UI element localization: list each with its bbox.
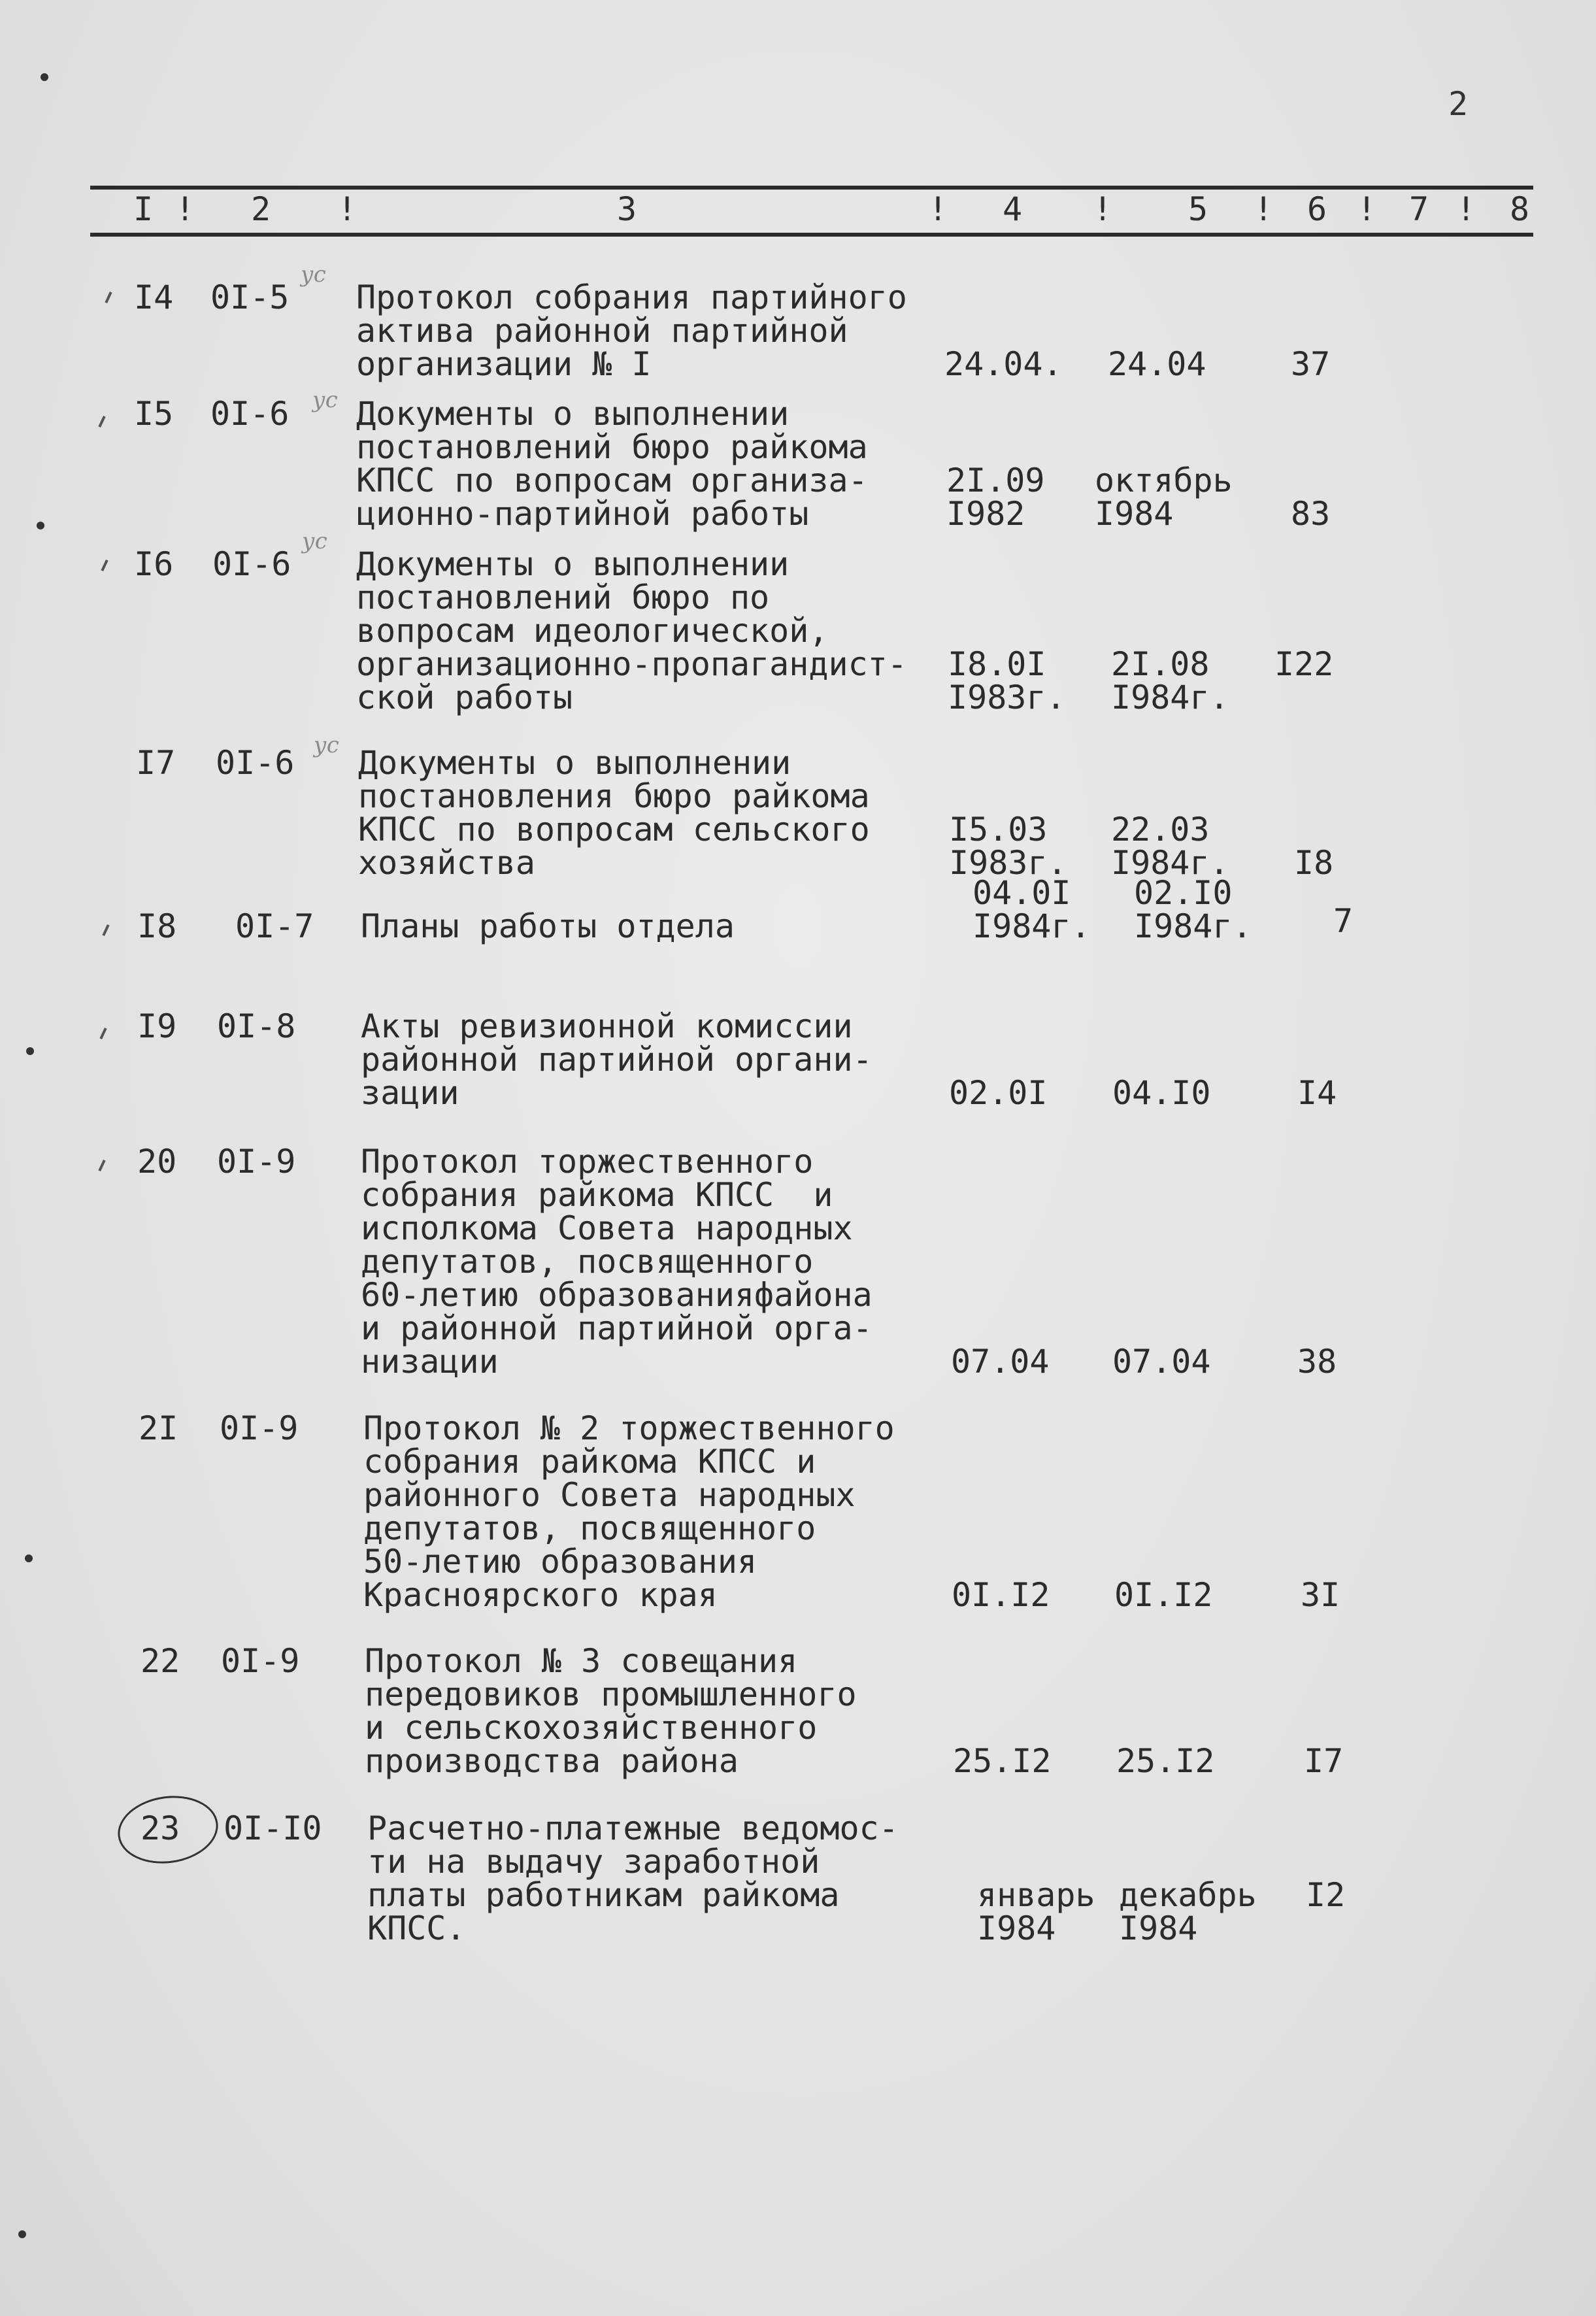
row-end-date: 2I.08: [1111, 645, 1210, 683]
row-title-line: КПСС.: [367, 1909, 466, 1947]
handwritten-mark: ус: [312, 387, 338, 413]
row-end-date: 04.I0: [1112, 1074, 1211, 1112]
row-number: 2I: [139, 1409, 178, 1447]
row-title-line: производства района: [365, 1742, 739, 1780]
row-title-line: районного Совета народных: [363, 1476, 856, 1514]
page-number: 2: [1448, 85, 1469, 123]
row-title-line: и районной партийной орга-: [361, 1309, 873, 1347]
row-title-line: Документы о выполнении: [356, 395, 790, 433]
row-sheet-count: 3I: [1301, 1576, 1340, 1614]
row-end-date: 22.03: [1111, 811, 1210, 848]
row-end-date: I984г.: [1134, 907, 1252, 945]
column-header-4: 4: [1003, 190, 1023, 228]
speck-mark: [105, 292, 112, 303]
row-number: I5: [134, 395, 174, 433]
row-sheet-count: 37: [1291, 345, 1331, 383]
handwritten-mark: ус: [302, 528, 327, 554]
row-title: [361, 1007, 873, 1112]
row-title-line: передовиков промышленного: [365, 1675, 857, 1713]
row-end-date: I984г.: [1111, 844, 1229, 882]
row-start-date: 24.04.: [944, 345, 1063, 383]
row-sheet-count: I8: [1294, 844, 1334, 882]
row-end-date: I984г.: [1111, 679, 1229, 716]
row-number: 22: [141, 1642, 180, 1680]
row-title-line: КПСС по вопросам организа-: [356, 462, 868, 499]
row-title-line: платы работникам райкома: [367, 1876, 840, 1914]
speck-mark: [101, 560, 108, 571]
row-end-date: декабрь: [1119, 1876, 1257, 1914]
row-title-line: и сельскохозяйственного: [365, 1709, 818, 1747]
row-title-line: исполкома Совета народных: [361, 1209, 853, 1247]
row-title-line: ционно-партийной работы: [356, 495, 809, 533]
row-title: [356, 278, 907, 383]
row-title-line: районной партийной органи-: [361, 1041, 873, 1079]
row-start-date: I984г.: [973, 907, 1091, 945]
row-title-line: актива районной партийной: [356, 312, 848, 350]
row-title-line: Документы о выполнении: [356, 545, 790, 583]
row-code: 0I-7: [235, 907, 314, 945]
row-title-line: зации: [361, 1074, 459, 1112]
row-title-line: вопросам идеологической,: [356, 612, 829, 650]
row-number: I4: [134, 278, 174, 316]
row-title-line: Акты ревизионной комиссии: [361, 1007, 853, 1045]
row-title-line: собрания райкома КПСС и: [361, 1176, 833, 1214]
row-title-line: 50-летию образования: [363, 1543, 757, 1581]
column-header-6: 6: [1307, 190, 1327, 228]
row-sheet-count: I7: [1304, 1742, 1344, 1780]
column-separator: !: [1093, 190, 1113, 228]
column-separator: !: [928, 190, 948, 228]
row-code: 0I-9: [220, 1409, 299, 1447]
row-title-line: КПСС по вопросам сельского: [358, 811, 870, 848]
row-end-date: 0I.I2: [1114, 1576, 1213, 1614]
row-end-date: октябрь: [1095, 462, 1233, 499]
row-sheet-count: 83: [1291, 495, 1331, 533]
row-title-line: организации № I: [356, 345, 652, 383]
row-start-date: I983г.: [949, 844, 1067, 882]
row-start-date: 25.I2: [953, 1742, 1052, 1780]
column-header-8: 8: [1510, 190, 1530, 228]
row-code: 0I-6: [210, 395, 290, 433]
column-separator: !: [1357, 190, 1377, 228]
column-separator: !: [337, 190, 357, 228]
row-title-line: Документы о выполнении: [358, 744, 791, 782]
row-start-date: 02.0I: [949, 1074, 1048, 1112]
row-title-line: Протокол торжественного: [361, 1143, 814, 1181]
row-title-line: Протокол № 3 совещания: [365, 1642, 798, 1680]
row-code: 0I-I0: [224, 1809, 322, 1847]
row-start-date: I8.0I: [948, 645, 1046, 683]
row-code: 0I-6: [216, 744, 295, 782]
column-separator: !: [175, 190, 195, 228]
speck-mark: [18, 2230, 26, 2238]
row-code: 0I-9: [221, 1642, 300, 1680]
row-number: I8: [137, 907, 177, 945]
row-title: [361, 907, 735, 945]
row-start-date: январь: [977, 1876, 1095, 1914]
row-title-line: организационно-пропагандист-: [356, 645, 907, 683]
speck-mark: [25, 1554, 33, 1562]
row-title-line: депутатов, посвященного: [361, 1243, 814, 1281]
row-code: 0I-8: [217, 1007, 296, 1045]
row-title-line: хозяйства: [358, 844, 535, 882]
row-title-line: ти на выдачу заработной: [367, 1843, 820, 1881]
row-sheet-count: 38: [1297, 1343, 1337, 1381]
row-sheet-count: 7: [1333, 902, 1354, 940]
column-header-5: 5: [1188, 190, 1208, 228]
row-sheet-count: I2: [1306, 1876, 1346, 1914]
speck-mark: [102, 924, 109, 936]
row-code: 0I-5: [210, 278, 290, 316]
row-title-line: Протокол № 2 торжественного: [363, 1409, 895, 1447]
column-separator: !: [1254, 190, 1274, 228]
row-end-date: 25.I2: [1116, 1742, 1215, 1780]
row-title-line: постановлений бюро по: [356, 579, 770, 616]
handwritten-mark: ус: [314, 732, 339, 758]
header-bottom-rule: [90, 233, 1533, 237]
row-title: [367, 1809, 899, 1947]
row-code: 0I-9: [217, 1143, 296, 1181]
column-header-2: 2: [251, 190, 271, 228]
row-code: 0I-6: [212, 545, 291, 583]
row-title-line: Планы работы отдела: [361, 907, 735, 945]
row-start-date: 07.04: [951, 1343, 1050, 1381]
column-header-3: 3: [617, 190, 637, 228]
row-title-line: Протокол собрания партийного: [356, 278, 907, 316]
row-end-date: 07.04: [1112, 1343, 1211, 1381]
speck-mark: [37, 522, 44, 529]
column-header-7: 7: [1409, 190, 1429, 228]
row-start-date: 0I.I2: [952, 1576, 1050, 1614]
row-number: I7: [136, 744, 176, 782]
row-start-date: I5.03: [949, 811, 1048, 848]
row-number: 23: [141, 1809, 180, 1847]
row-start-date: 04.0I: [973, 874, 1071, 912]
row-number: 20: [137, 1143, 177, 1181]
row-title-line: постановления бюро райкома: [358, 777, 870, 815]
row-start-date: I982: [946, 495, 1025, 533]
row-title: [363, 1409, 895, 1614]
row-title-line: собрания райкома КПСС и: [363, 1443, 816, 1481]
row-number: I9: [137, 1007, 177, 1045]
row-title-line: Красноярского края: [363, 1576, 718, 1614]
speck-mark: [99, 1028, 107, 1039]
speck-mark: [98, 1160, 105, 1171]
row-title-line: ской работы: [356, 679, 573, 716]
row-title-line: низации: [361, 1343, 499, 1381]
row-title-line: депутатов, посвященного: [363, 1509, 816, 1547]
column-separator: !: [1456, 190, 1476, 228]
row-number: I6: [134, 545, 174, 583]
speck-mark: [41, 73, 48, 81]
row-start-date: 2I.09: [946, 462, 1045, 499]
row-title-line: 60-летию образованияфайона: [361, 1276, 873, 1314]
row-title: [356, 397, 868, 531]
row-title: [361, 1145, 873, 1379]
handwritten-mark: ус: [301, 261, 326, 288]
speck-mark: [98, 416, 105, 428]
row-start-date: I984: [977, 1909, 1056, 1947]
row-title-line: Расчетно-платежные ведомос-: [367, 1809, 899, 1847]
row-title: [358, 744, 870, 882]
row-end-date: I984: [1119, 1909, 1198, 1947]
row-start-date: I983г.: [948, 679, 1066, 716]
row-sheet-count: I22: [1274, 645, 1334, 683]
row-end-date: 02.I0: [1134, 874, 1233, 912]
row-title: [365, 1642, 857, 1780]
speck-mark: [26, 1047, 34, 1055]
row-end-date: I984: [1095, 495, 1174, 533]
row-end-date: 24.04: [1108, 345, 1206, 383]
row-sheet-count: I4: [1297, 1074, 1337, 1112]
row-title-line: постановлений бюро райкома: [356, 428, 868, 466]
row-title: [356, 545, 907, 716]
column-header-1: I: [133, 190, 154, 228]
